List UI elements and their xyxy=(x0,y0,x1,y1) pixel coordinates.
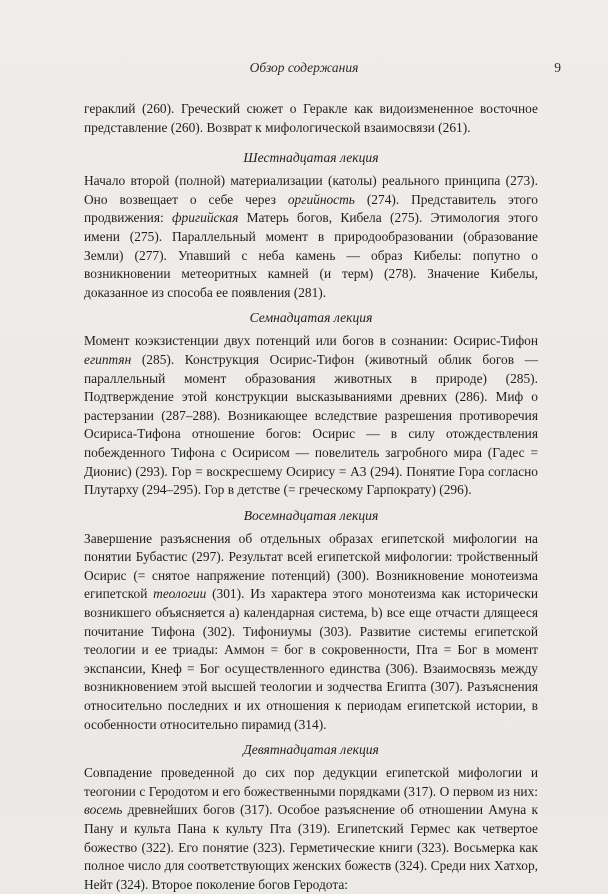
lecture-18-heading: Восемнадцатая лекция xyxy=(243,507,379,523)
lecture-16-paragraph: Начало второй (полной) материализации (католы) реального принципа (273). Оно возвещает о себе через оргийность (274). Представитель этого продвижения: фригийская Матерь богов, Кибела (275). Этимология этого имени (275). Параллельный момент в природообразовании (образование Земли) (277). Упавший с неба камень — образ Кибелы: попутно о возникновении метеоритных камней (и терм) (278). Значение Кибелы, доказанное из способа ее появления (281). xyxy=(84,173,538,300)
lecture-18-paragraph: Завершение разъяснения об отдельных образах египетской мифологии на понятии Бубастис (297). Результат всей египетской мифологии: тройственный Осирис (= снятое напряжение потенций) (300). Возникновение монотеизма египетской теологии (301). Из характера этого монотеизма как исторически возникшего объясняется a) календарная система, b) все еще отчасти длящееся почитание Тифона (302). Тифониумы (303). Развитие системы египетской теологии и ее триады: Аммон = бог в сокровенности, Пта = Бог в момент экспансии, Кнеф = Бог осуществленного единства (306). Взаимосвязь между возникновением этой высшей теологии и зодчества Египта (307). Разъяснения относительно последних и их отношения к периодам египетской истории, в особенности относительно пирамид (314). xyxy=(84,530,538,732)
page-body xyxy=(84,100,538,894)
lecture-19-paragraph: Совпадение проведенной до сих пор дедукции египетской мифологии и теогонии с Геродотом и его божественными порядками (317). О первом из них: восемь древнейших богов (317). Особое разъяснение об отношении Амуна к Пану и культа Пана к культу Пта (319). Египетский Гермес как четвертое божество (322). Его понятие (323). Герметические книги (323). Восьмерка как полное число для соответствующих женских божеств (324). Среди них Хатхор, Нейт (324). Второе поколение богов Геродота: xyxy=(84,765,538,892)
lecture-17-heading: Семнадцатая лекция xyxy=(249,310,373,326)
lecture-19-heading: Девятнадцатая лекция xyxy=(243,742,379,758)
lecture-16-heading: Шестнадцатая лекция xyxy=(243,150,379,166)
lecture-17-paragraph: Момент коэкзистенции двух потенций или богов в сознании: Осирис-Тифон египтян (285). Конструкция Осирис-Тифон (животный облик богов — параллельный момент образования животных в природе) (285). Подтверждение этой конструкции высказываниями древних (286). Миф о растерзании (287–288). Возникающее вследствие разрешения противоречия Осириса-Тифона отношение богов: Осирис — в силу отождествления побежденного Тифона с Осирисом — повелитель загробного мира (Гадес = Дионис) (293). Гор = воскресшему Осирису = A3 (294). Понятие Гора согласно Плутарху (294–295). Гор в детстве (= греческому Гарпократу) (296). xyxy=(84,333,538,498)
running-title: Обзор содержания xyxy=(249,60,359,75)
intro-paragraph: гераклий (260). Греческий сюжет о Геракле как видоизмененное восточное представление (260). Возврат к мифологической взаимосвязи (261). xyxy=(84,101,538,135)
page-number: 9 xyxy=(554,60,561,75)
